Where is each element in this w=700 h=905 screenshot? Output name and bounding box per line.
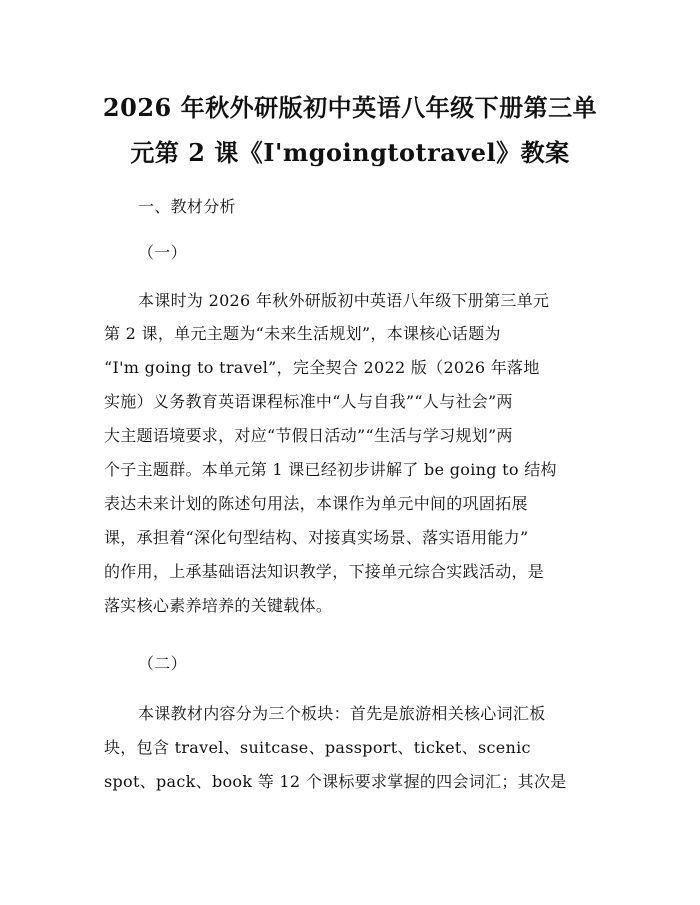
section-heading: 一、教材分析 (138, 197, 236, 216)
paragraph-1-line: 表达未来计划的陈述句用法，本课作为单元中间的巩固拓展 (104, 494, 528, 513)
document-title-line-1: 2026 年秋外研版初中英语八年级下册第三单 (102, 93, 598, 122)
paragraph-1-line: 落实核心素养培养的关键载体。 (104, 596, 333, 615)
paragraph-1-line: 的作用，上承基础语法知识教学，下接单元综合实践活动，是 (104, 562, 545, 581)
paragraph-1-line: 课，承担着“深化句型结构、对接真实场景、落实语用能力” (104, 528, 529, 547)
paragraph-1-line: 大主题语境要求，对应“节假日活动”“生活与学习规划”两 (104, 426, 513, 445)
paragraph-1-line: 实施）义务教育英语课程标准中“人与自我”“人与社会”两 (104, 392, 513, 411)
paragraph-1-line: “I'm going to travel”，完全契合 2022 版（2026 年落地 (104, 358, 540, 377)
paragraph-2-line: spot、pack、book 等 12 个课标要求掌握的四会词汇；其次是 (104, 772, 567, 791)
paragraph-2-line: 本课教材内容分为三个板块：首先是旅游相关核心词汇板 (138, 704, 546, 723)
subsection-heading-1: （一） (138, 243, 187, 262)
paragraph-2-line: 块，包含 travel、suitcase、passport、ticket、scenic (104, 738, 531, 757)
paragraph-1-line: 本课时为 2026 年秋外研版初中英语八年级下册第三单元 (138, 291, 550, 310)
paragraph-1-line: 个子主题群。本单元第 1 课已经初步讲解了 be going to 结构 (104, 460, 557, 479)
subsection-heading-2: （二） (138, 654, 187, 673)
paragraph-1-line: 第 2 课，单元主题为“未来生活规划”，本课核心话题为 (104, 324, 501, 343)
document-title-line-2: 元第 2 课《I'mgoingtotravel》教案 (130, 138, 570, 167)
